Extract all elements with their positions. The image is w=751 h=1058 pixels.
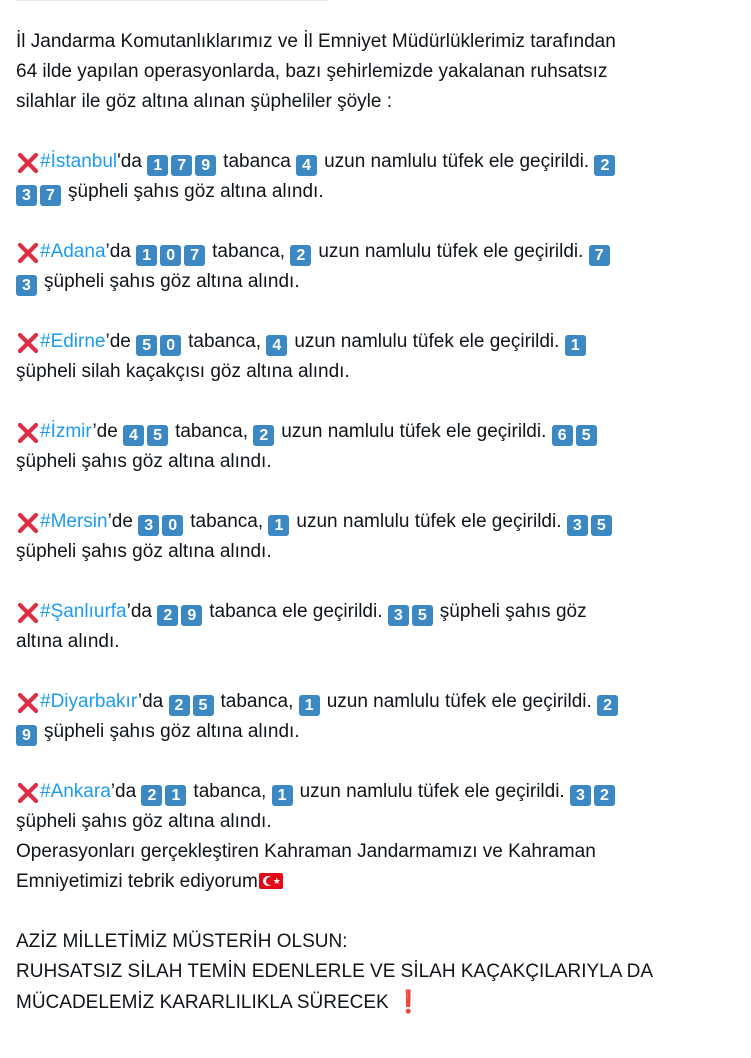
hashtag-link[interactable]: #Mersin (40, 511, 108, 532)
item-text: tabanca ele geçirildi. (209, 601, 383, 622)
keycap-digit-icon: 7 (589, 245, 610, 266)
item-text: şüpheli şahıs göz altına alındı. (68, 181, 324, 202)
keycap-digit-icon: 0 (160, 335, 181, 356)
keycap-digit-icon: 1 (272, 785, 293, 806)
item-text: şüpheli şahıs göz (439, 601, 587, 622)
keycap-digit-icon: 3 (567, 515, 588, 536)
keycap-digit-icon: 5 (147, 425, 168, 446)
closing-paragraph (16, 927, 733, 1017)
item-text: tabanca, (175, 421, 248, 442)
city-report-item (16, 147, 733, 207)
hashtag-link[interactable]: #Şanlıurfa (40, 601, 127, 622)
item-text: ’de (107, 511, 133, 532)
item-text: ’da (105, 241, 131, 262)
item-text: ’de (92, 421, 118, 442)
keycap-digit-icon: 0 (160, 245, 181, 266)
hashtag-link[interactable]: #Adana (40, 241, 106, 262)
closing-text: MÜCADELEMİZ KARARLILIKLA SÜRECEK (16, 992, 389, 1013)
item-text: uzun namlulu tüfek ele geçirildi. (294, 331, 560, 352)
item-line (16, 147, 733, 177)
item-text: ’da (126, 601, 152, 622)
cross-mark-icon (16, 597, 40, 627)
intro-line: 64 ilde yapılan operasyonlarda, bazı şehirlemizde yakalanan ruhsatsız (16, 61, 608, 82)
congrats-paragraph (16, 837, 733, 897)
item-text: şüpheli şahıs göz altına alındı. (16, 451, 272, 472)
cross-mark-icon (16, 327, 40, 357)
item-line (16, 357, 733, 387)
item-text: şüpheli şahıs göz altına alındı. (16, 811, 272, 832)
keycap-digit-icon: 1 (136, 245, 157, 266)
item-text: şüpheli şahıs göz altına alındı. (16, 541, 272, 562)
city-report-item (16, 237, 733, 297)
keycap-digit-icon: 5 (412, 605, 433, 626)
item-line (16, 237, 733, 267)
city-report-item (16, 687, 733, 747)
keycap-digit-icon: 5 (193, 695, 214, 716)
keycap-digit-icon: 5 (136, 335, 157, 356)
item-line (16, 177, 733, 207)
city-report-item (16, 507, 733, 567)
keycap-digit-icon: 0 (162, 515, 183, 536)
keycap-digit-icon: 6 (552, 425, 573, 446)
cross-mark-icon (16, 687, 40, 717)
keycap-digit-icon: 2 (253, 425, 274, 446)
item-line (16, 447, 733, 477)
hashtag-link[interactable]: #Diyarbakır (40, 691, 138, 712)
item-text: tabanca, (212, 241, 286, 262)
item-text: şüpheli şahıs göz altına alındı. (44, 721, 300, 742)
item-line (16, 687, 733, 717)
cross-mark-icon (16, 507, 40, 537)
keycap-digit-icon: 9 (181, 605, 202, 626)
keycap-digit-icon: 2 (141, 785, 162, 806)
city-report-item (16, 597, 733, 657)
keycap-digit-icon: 1 (565, 335, 586, 356)
cross-mark-icon (16, 237, 40, 267)
item-text: tabanca, (193, 781, 267, 802)
keycap-digit-icon: 2 (290, 245, 311, 266)
keycap-digit-icon: 1 (299, 695, 320, 716)
keycap-digit-icon: 2 (594, 155, 615, 176)
item-text: uzun namlulu tüfek ele geçirildi. (318, 241, 584, 262)
keycap-digit-icon: 2 (597, 695, 618, 716)
item-text: ’da (137, 691, 164, 712)
keycap-digit-icon: 3 (388, 605, 409, 626)
closing-line: RUHSATSIZ SİLAH TEMİN EDENLERLE VE SİLAH KAÇAKÇILARIYLA DA (16, 961, 654, 982)
item-line (16, 807, 733, 837)
keycap-digit-icon: 2 (169, 695, 190, 716)
keycap-digit-icon: 5 (591, 515, 612, 536)
item-text: ’da (110, 781, 137, 802)
keycap-digit-icon: 4 (123, 425, 144, 446)
cross-mark-icon (16, 417, 40, 447)
item-line (16, 507, 733, 537)
congrats-line: Operasyonları gerçekleştiren Kahraman Jandarmamızı ve Kahraman (16, 841, 596, 862)
keycap-digit-icon: 3 (570, 785, 591, 806)
intro-line: İl Jandarma Komutanlıklarımız ve İl Emniyet Müdürlüklerimiz tarafından (16, 31, 616, 52)
city-report-item (16, 327, 733, 387)
item-text: 'da (117, 151, 142, 172)
closing-line (16, 987, 733, 1017)
keycap-digit-icon: 3 (138, 515, 159, 536)
item-line (16, 777, 733, 807)
keycap-digit-icon: 7 (40, 185, 61, 206)
cross-mark-icon (16, 777, 40, 807)
item-text: uzun namlulu tüfek ele geçirildi. (296, 511, 562, 532)
hashtag-link[interactable]: #İzmir (40, 421, 93, 442)
congrats-text: Emniyetimizi tebrik ediyorum (16, 871, 258, 892)
item-text: uzun namlulu tüfek ele geçirildi. (281, 421, 547, 442)
keycap-digit-icon: 3 (16, 185, 37, 206)
turkey-flag-icon: ★ (259, 873, 283, 889)
intro-paragraph (16, 27, 733, 117)
item-text: tabanca, (190, 511, 264, 532)
intro-line: silahlar ile göz altına alınan şüpheliler şöyle : (16, 91, 392, 112)
keycap-digit-icon: 3 (16, 275, 37, 296)
hashtag-link[interactable]: #İstanbul (40, 151, 118, 172)
keycap-digit-icon: 1 (165, 785, 186, 806)
item-line (16, 537, 733, 567)
keycap-digit-icon: 1 (268, 515, 289, 536)
closing-line: AZİZ MİLLETİMİZ MÜSTERİH OLSUN: (16, 931, 348, 952)
keycap-digit-icon: 2 (594, 785, 615, 806)
keycap-digit-icon: 7 (184, 245, 205, 266)
keycap-digit-icon: 4 (296, 155, 317, 176)
congrats-line (16, 867, 733, 897)
item-line (16, 417, 733, 447)
city-report-item (16, 417, 733, 477)
item-text: şüpheli silah kaçakçısı göz altına alındı. (16, 361, 350, 382)
keycap-digit-icon: 7 (171, 155, 192, 176)
red-exclamation-icon: ❗ (394, 989, 423, 1014)
item-text: ’de (105, 331, 131, 352)
item-text: tabanca, (188, 331, 262, 352)
city-report-item (16, 777, 733, 837)
keycap-digit-icon: 5 (576, 425, 597, 446)
keycap-digit-icon: 9 (16, 725, 37, 746)
keycap-digit-icon: 1 (147, 155, 168, 176)
top-divider (16, 0, 328, 1)
keycap-digit-icon: 9 (195, 155, 216, 176)
cross-mark-icon (16, 147, 40, 177)
hashtag-link[interactable]: #Ankara (40, 781, 111, 802)
item-line (16, 597, 733, 627)
item-line (16, 627, 733, 657)
item-line (16, 267, 733, 297)
item-text: tabanca (223, 151, 291, 172)
item-line (16, 327, 733, 357)
item-text: altına alındı. (16, 631, 120, 652)
item-text: uzun namlulu tüfek ele geçirildi. (326, 691, 592, 712)
keycap-digit-icon: 4 (266, 335, 287, 356)
item-line (16, 717, 733, 747)
item-text: tabanca, (220, 691, 294, 712)
item-text: uzun namlulu tüfek ele geçirildi. (299, 781, 565, 802)
keycap-digit-icon: 2 (157, 605, 178, 626)
item-text: şüpheli şahıs göz altına alındı. (44, 271, 300, 292)
hashtag-link[interactable]: #Edirne (40, 331, 106, 352)
item-text: uzun namlulu tüfek ele geçirildi. (324, 151, 590, 172)
